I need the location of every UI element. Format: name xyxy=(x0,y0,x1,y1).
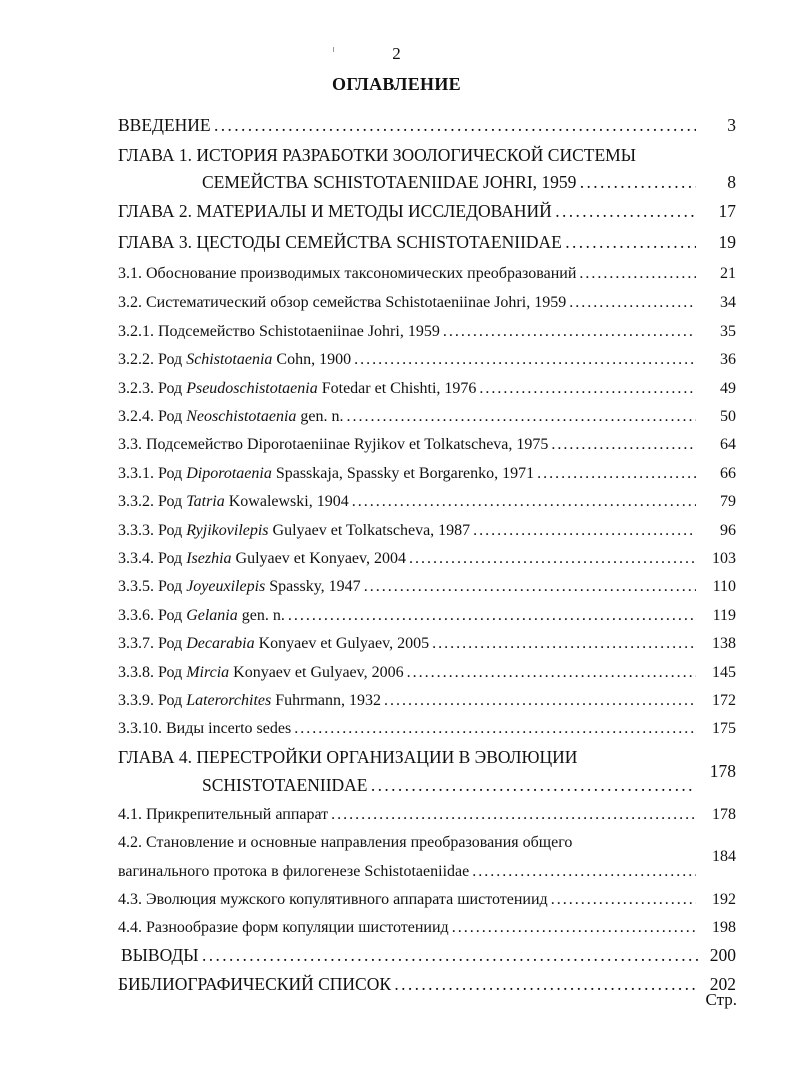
toc-entry-text: SCHISTOTAENIIDAE . . . xyxy=(118,772,696,798)
toc-entry-vvedenie[interactable] xyxy=(118,112,738,138)
toc-entry-text: 3.3.1. Род Diporotaenia Spasskaja, Spassky et Borgarenko, 1971 . . . xyxy=(118,461,696,487)
toc-entry-text: 3.3.2. Род Tatria Kowalewski, 1904 . . . xyxy=(118,489,696,515)
toc-entry-3-3-1[interactable] xyxy=(118,461,738,487)
toc-entry-text: 3.3. Подсемейство Diporotaeniinae Ryjikov et Tolkatscheva, 1975 . . . xyxy=(118,432,696,458)
toc-entry-text: вагинального протока в филогенезе Schistotaeniidae . . . xyxy=(118,859,696,885)
toc-entry-page: 178 xyxy=(709,761,736,781)
toc-entry-page: 178 xyxy=(712,806,736,823)
toc-entry-3-3-5[interactable] xyxy=(118,574,738,600)
toc-entry-3-2-4[interactable] xyxy=(118,404,738,430)
toc-entry-text: 3.3.4. Род Isezhia Gulyaev et Konyaev, 2004 . . . xyxy=(118,546,696,572)
toc-entry-page: 8 xyxy=(727,172,736,192)
toc-entry-text: 3.3.10. Виды incerto sedes . . . xyxy=(118,716,696,742)
page-column-label: Стр. xyxy=(705,990,737,1009)
toc-entry-page: 3 xyxy=(727,115,736,135)
toc-entry-3-1[interactable] xyxy=(118,261,738,287)
toc-entry-text: 4.2. Становление и основные направления преобразования общего xyxy=(118,834,573,851)
toc-entry-text: 4.1. Прикрепительный аппарат . . . xyxy=(118,802,696,828)
toc-entry-page: 66 xyxy=(720,465,736,482)
genus-name: Schistotaenia xyxy=(186,351,273,368)
toc-entry-page: 21 xyxy=(720,265,736,282)
genus-name: Joyeuxilepis xyxy=(186,578,266,595)
toc-entry-text: 3.3.7. Род Decarabia Konyaev et Gulyaev, 2005 . . . xyxy=(118,631,696,657)
toc-entry-vyvody[interactable] xyxy=(118,942,738,968)
toc-entry-text: 3.2.3. Род Pseudoschistotaenia Fotedar et Chishti, 1976 . . . xyxy=(118,376,696,402)
toc-entry-text: 3.3.9. Род Laterorchites Fuhrmann, 1932 . . . xyxy=(118,688,696,714)
toc-entry-page: 17 xyxy=(718,201,736,221)
toc-entry-text: ВЫВОДЫ . . . xyxy=(118,942,699,968)
toc-entry-text: 3.3.3. Род Ryjikovilepis Gulyaev et Tolkatscheva, 1987 . . . xyxy=(118,518,696,544)
toc-entry-page: 79 xyxy=(720,493,736,510)
toc-entry-4-4[interactable] xyxy=(118,915,738,941)
toc-entry-text: 3.2.1. Подсемейство Schistotaeniinae Johri, 1959 . . . xyxy=(118,319,696,345)
genus-name: Diporotaenia xyxy=(186,465,272,482)
toc-entry-text: 3.2.4. Род Neoschistotaenia gen. n. . . . xyxy=(118,404,696,430)
genus-name: Neoschistotaenia xyxy=(186,408,297,425)
toc-entry-page: 198 xyxy=(712,919,736,936)
toc-entry-3-3-4[interactable] xyxy=(118,546,738,572)
toc-entry-text: ГЛАВА 4. ПЕРЕСТРОЙКИ ОРГАНИЗАЦИИ В ЭВОЛЮЦИИ xyxy=(118,747,578,767)
toc-entry-text: 4.3. Эволюция мужского копулятивного аппарата шистотениид . . . xyxy=(118,887,696,913)
genus-name: Decarabia xyxy=(186,635,255,652)
toc-entry-3-3-2[interactable] xyxy=(118,489,738,515)
toc-entry-bibliography[interactable] xyxy=(118,971,738,997)
toc-entry-3-2-3[interactable] xyxy=(118,376,738,402)
toc-entry-text: 4.4. Разнообразие форм копуляции шистотениид . . . xyxy=(118,915,696,941)
toc-entry-chapter-4-page-row xyxy=(118,758,738,784)
toc-entry-3-2-1[interactable] xyxy=(118,319,738,345)
toc-entry-3-3-8[interactable] xyxy=(118,660,738,686)
toc-entry-page: 49 xyxy=(720,380,736,397)
page-number: 2 xyxy=(392,44,401,63)
page-title: ОГЛАВЛЕНИЕ xyxy=(332,74,461,94)
toc-entry-text: ГЛАВА 1. ИСТОРИЯ РАЗРАБОТКИ ЗООЛОГИЧЕСКОЙ СИСТЕМЫ xyxy=(118,145,636,165)
toc-entry-chapter-1[interactable] xyxy=(118,142,738,168)
toc-entry-page: 138 xyxy=(712,635,736,652)
toc-entry-page: 110 xyxy=(712,578,736,595)
toc-entry-text: ГЛАВА 3. ЦЕСТОДЫ СЕМЕЙСТВА SCHISTOTAENIIDAE . . . xyxy=(118,229,696,255)
toc-entry-4-1[interactable] xyxy=(118,802,738,828)
toc-entry-text: 3.3.8. Род Mircia Konyaev et Gulyaev, 2006 . . . xyxy=(118,660,696,686)
toc-entry-page: 35 xyxy=(720,323,736,340)
toc-entry-3-3-3[interactable] xyxy=(118,518,738,544)
toc-entry-3-2-2[interactable] xyxy=(118,347,738,373)
genus-name: Ryjikovilepis xyxy=(186,522,269,539)
toc-entry-chapter-2[interactable] xyxy=(118,198,738,224)
toc-entry-3-3-6[interactable] xyxy=(118,603,738,629)
toc-entry-page: 175 xyxy=(712,720,736,737)
toc-entry-3-3-10[interactable] xyxy=(118,716,738,742)
toc-entry-text: ГЛАВА 2. МАТЕРИАЛЫ И МЕТОДЫ ИССЛЕДОВАНИЙ . . . xyxy=(118,198,696,224)
toc-entry-page: 34 xyxy=(720,294,736,311)
toc-entry-page: 172 xyxy=(712,692,736,709)
genus-name: Isezhia xyxy=(186,550,232,567)
genus-name: Pseudoschistotaenia xyxy=(186,380,318,397)
toc-entry-page: 184 xyxy=(712,848,736,865)
toc-entry-page: 64 xyxy=(720,436,736,453)
toc-entry-page: 19 xyxy=(718,232,736,252)
toc-entry-text: 3.2. Систематический обзор семейства Schistotaeniinae Johri, 1959 . . . xyxy=(118,290,696,316)
toc-entry-page: 192 xyxy=(712,891,736,908)
toc-entry-text: 3.2.2. Род Schistotaenia Cohn, 1900 . . . xyxy=(118,347,696,373)
genus-name: Mircia xyxy=(186,664,230,681)
toc-entry-page: 50 xyxy=(720,408,736,425)
toc-entry-page: 145 xyxy=(712,664,736,681)
genus-name: Tatria xyxy=(186,493,225,510)
toc-entry-page: 96 xyxy=(720,522,736,539)
toc-entry-3-3-7[interactable] xyxy=(118,631,738,657)
toc-entry-text: 3.1. Обоснование производимых таксономических преобразований . . . xyxy=(118,261,696,287)
toc-entry-3-3[interactable] xyxy=(118,432,738,458)
toc-entry-text: БИБЛИОГРАФИЧЕСКИЙ СПИСОК . . . xyxy=(118,971,696,997)
genus-name: Laterorchites xyxy=(186,692,272,709)
toc-entry-text: 3.3.6. Род Gelania gen. n. . . . xyxy=(118,603,696,629)
toc-entry-chapter-3[interactable] xyxy=(118,229,738,255)
toc-entry-3-3-9[interactable] xyxy=(118,688,738,714)
toc-entry-3-2[interactable] xyxy=(118,290,738,316)
toc-entry-4-3[interactable] xyxy=(118,887,738,913)
toc-entry-text: ВВЕДЕНИЕ . . . xyxy=(118,112,696,138)
toc-entry-page: 103 xyxy=(712,550,736,567)
toc-entry-4-2-page-row xyxy=(118,844,738,870)
toc-entry-page: 119 xyxy=(712,607,736,624)
toc-entry-text: 3.3.5. Род Joyeuxilepis Spassky, 1947 . . . xyxy=(118,574,696,600)
toc-entry-text: СЕМЕЙСТВА SCHISTOTAENIIDAE JOHRI, 1959 . . . xyxy=(118,169,696,195)
toc-entry-page: 200 xyxy=(709,945,736,965)
toc-entry-page: 202 xyxy=(709,974,736,994)
toc-entry-page: 36 xyxy=(720,351,736,368)
toc-entry-chapter-1-cont[interactable] xyxy=(118,169,738,195)
genus-name: Gelania xyxy=(186,607,238,624)
